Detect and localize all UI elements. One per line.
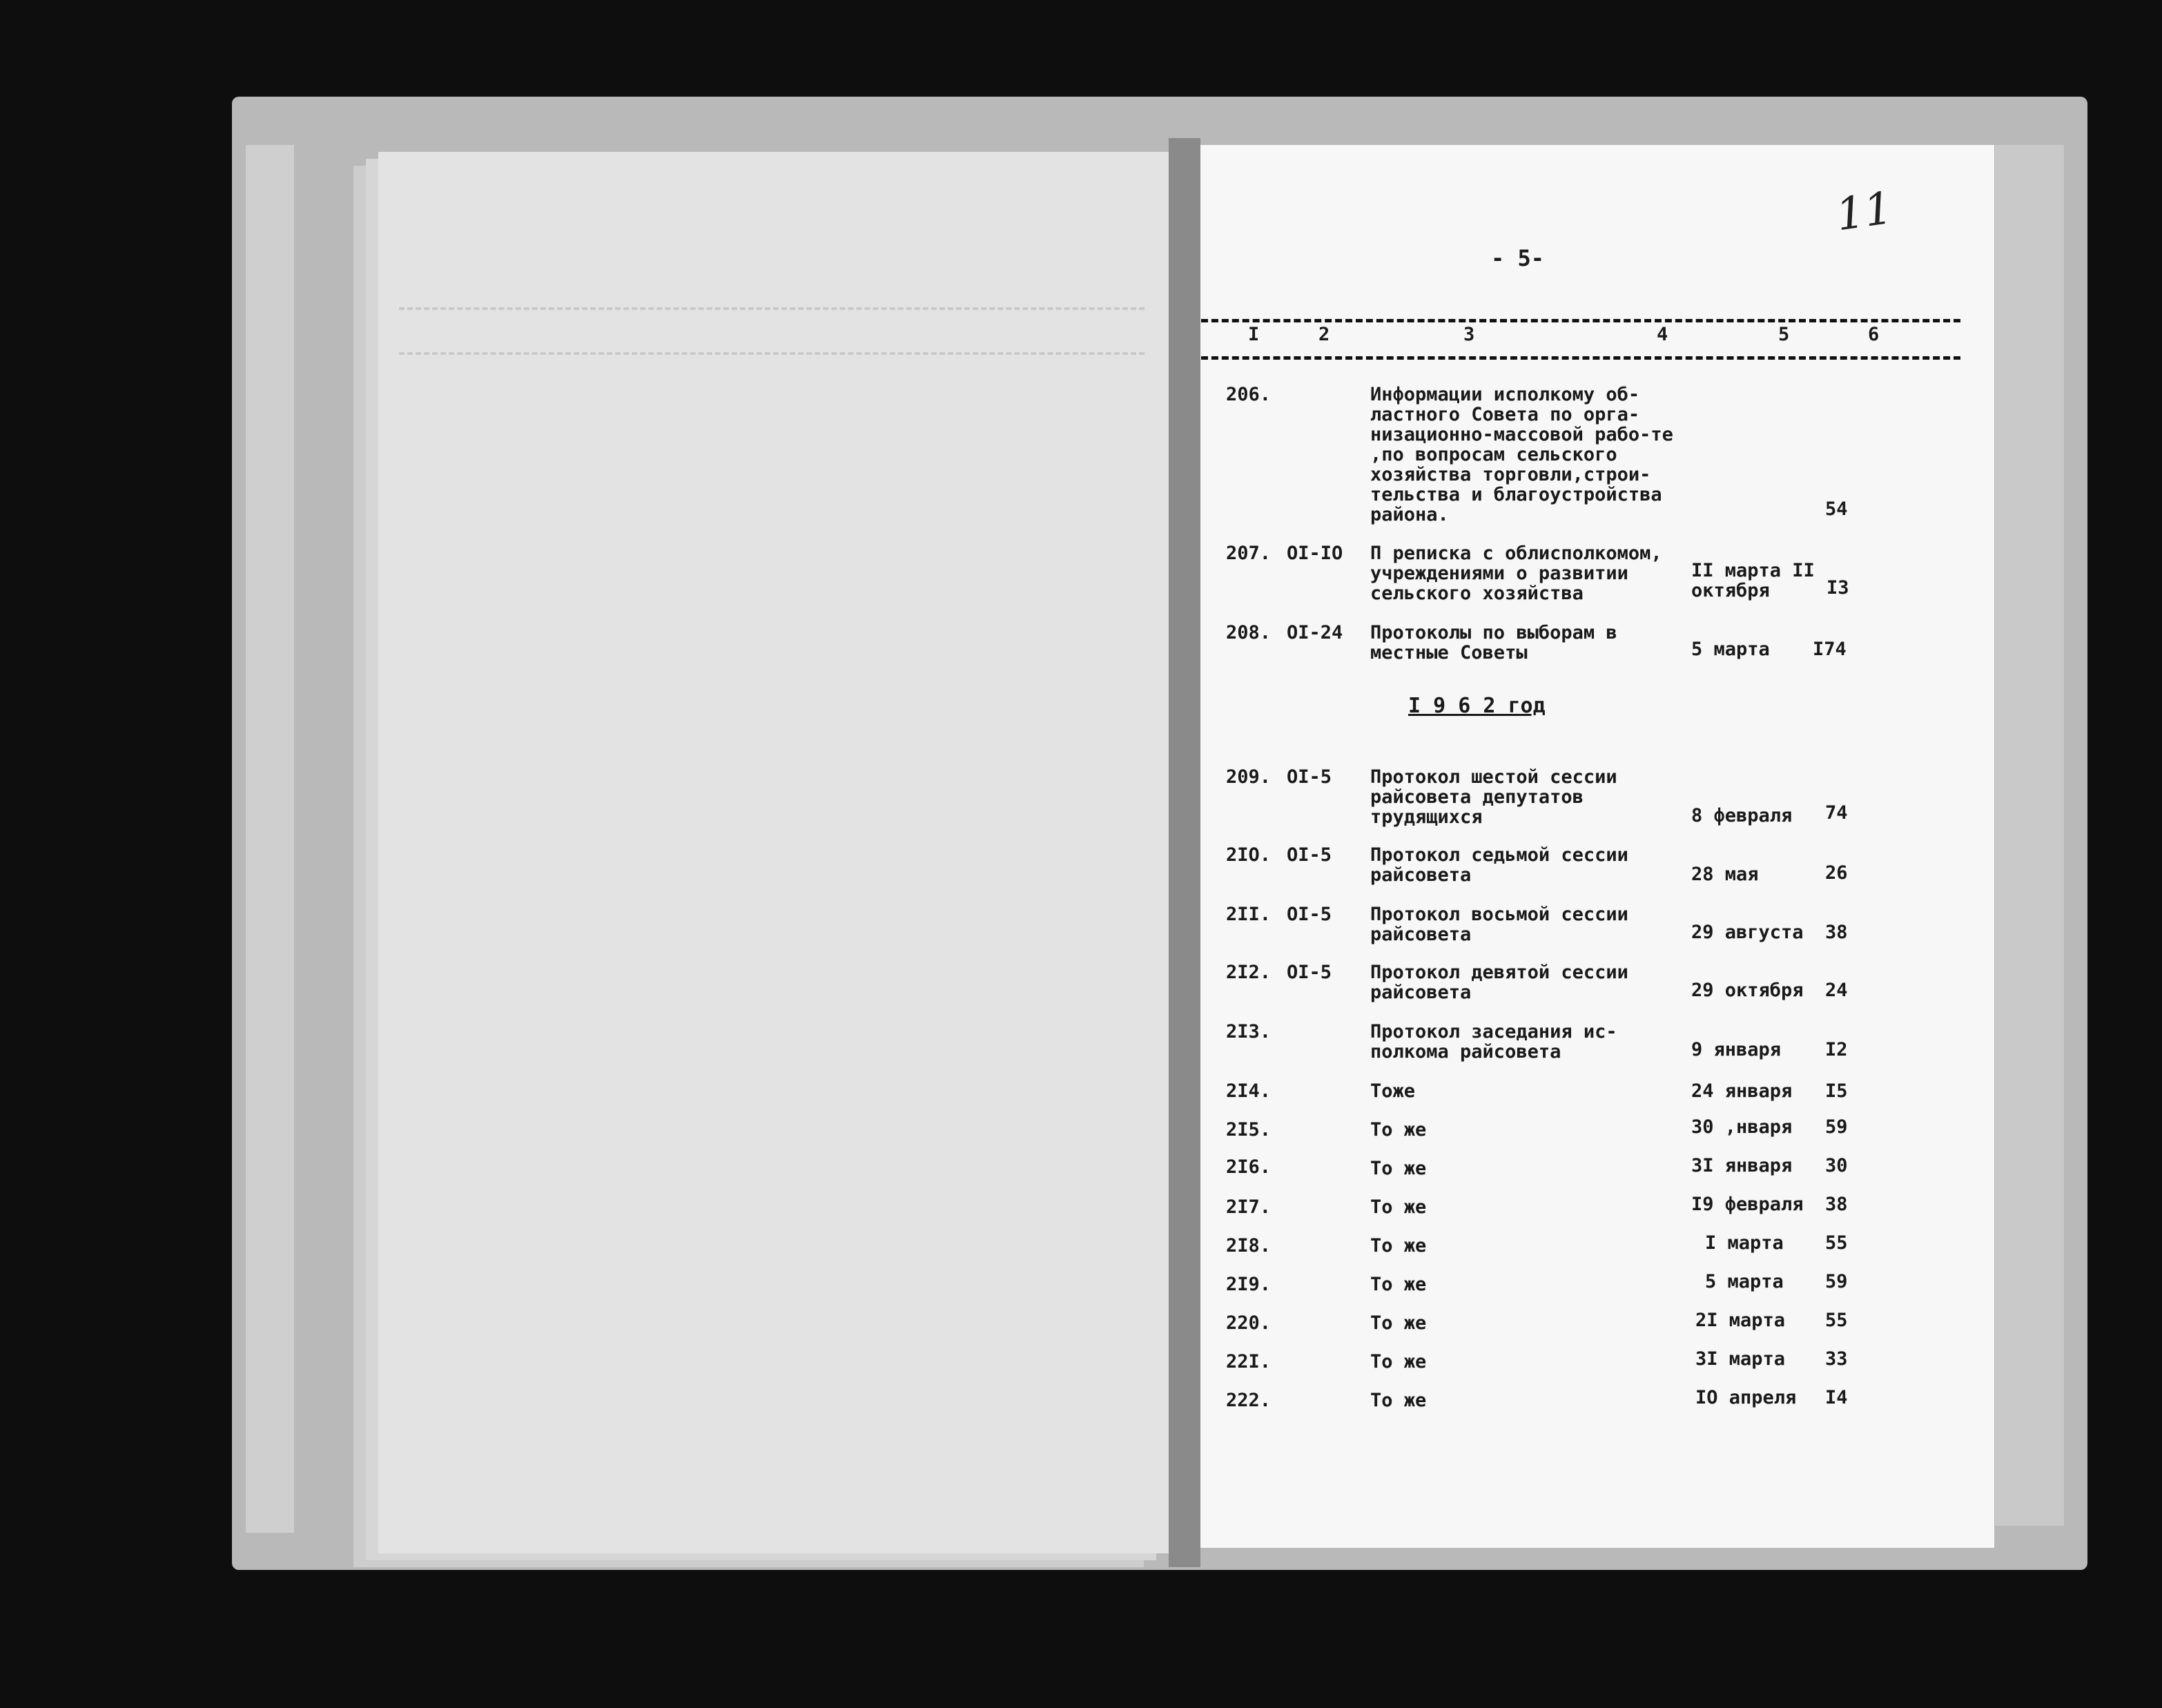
row-date: I9 февраля: [1691, 1194, 1804, 1215]
row-title: То же: [1370, 1119, 1427, 1141]
row-number: 2I6.: [1226, 1156, 1272, 1178]
column-header-1: I: [1248, 324, 1260, 345]
row-sheets: 24: [1825, 980, 1848, 1001]
row-sheets: 30: [1825, 1155, 1848, 1176]
row-date: 29 октября: [1691, 980, 1804, 1001]
row-date: 5 марта: [1691, 639, 1770, 660]
row-date: 8 февраля: [1691, 805, 1793, 826]
row-title: То же: [1370, 1196, 1427, 1218]
row-title: То же: [1370, 1158, 1427, 1179]
row-sheets: I5: [1825, 1080, 1848, 1102]
row-index: OI-IO: [1287, 543, 1343, 564]
row-title: П реписка с облисполкомом, учреждениями о развитии сельского хозяйства: [1370, 543, 1662, 604]
row-sheets: 59: [1825, 1116, 1848, 1138]
row-title: То же: [1370, 1274, 1427, 1295]
row-sheets: 26: [1825, 862, 1848, 884]
row-title: То же: [1370, 1351, 1427, 1372]
row-date: 3I января: [1691, 1155, 1793, 1176]
row-sheets: I74: [1813, 639, 1847, 660]
column-header-2: 2: [1318, 324, 1330, 345]
row-number: 2I8.: [1226, 1235, 1272, 1256]
header-rule-top: [1201, 319, 1960, 322]
row-index: OI-24: [1287, 622, 1343, 643]
row-number: 2I4.: [1226, 1080, 1272, 1102]
row-sheets: I4: [1825, 1387, 1848, 1408]
row-number: 222.: [1226, 1390, 1272, 1411]
row-title: Протокол девятой сессии райсовета: [1370, 962, 1628, 1003]
row-sheets: 59: [1825, 1271, 1848, 1292]
row-sheets: 38: [1825, 1194, 1848, 1215]
row-number: 2I3.: [1226, 1021, 1272, 1042]
row-number: 208.: [1226, 622, 1272, 643]
row-sheets: 74: [1825, 802, 1848, 824]
row-sheets: 33: [1825, 1348, 1848, 1370]
row-date: IO апреля: [1695, 1387, 1797, 1408]
row-date: I марта: [1705, 1232, 1784, 1254]
book-gutter: [1169, 138, 1200, 1567]
column-header-6: 6: [1868, 324, 1880, 345]
row-sheets: I2: [1825, 1039, 1848, 1060]
row-date: 30 ,нваря: [1691, 1116, 1793, 1138]
folder-left-edge: [246, 145, 294, 1533]
page-number: - 5-: [1491, 245, 1545, 271]
row-number: 2I5.: [1226, 1119, 1272, 1141]
row-title: Протокол восьмой сессии райсовета: [1370, 904, 1628, 945]
row-date: 29 августа: [1691, 922, 1804, 943]
row-number: 207.: [1226, 543, 1272, 564]
ghost-rule: [399, 307, 1145, 310]
row-title: Информации исполкому об-ластного Совета по орга-низационно-массовой рабо-те ,по вопросам сельского хозяйства торговли,строи-тельства и благоустройства района.: [1370, 384, 1673, 525]
row-title: Протокол шестой сессии райсовета депутатов трудящихся: [1370, 766, 1617, 828]
left-page: [378, 152, 1169, 1553]
row-index: OI-5: [1287, 904, 1332, 925]
row-number: 206.: [1226, 384, 1272, 405]
row-index: OI-5: [1287, 766, 1332, 788]
row-number: 209.: [1226, 766, 1272, 788]
row-sheets: 38: [1825, 922, 1848, 943]
row-title: То же: [1370, 1312, 1427, 1334]
row-number: 2IO.: [1226, 844, 1272, 866]
row-sheets: I3: [1827, 577, 1849, 599]
row-date: 3I марта: [1695, 1348, 1786, 1370]
folder-right-edge: [1995, 145, 2064, 1526]
row-index: OI-5: [1287, 844, 1332, 866]
row-number: 2I7.: [1226, 1196, 1272, 1218]
header-rule-bottom: [1201, 356, 1960, 360]
row-number: 2II.: [1226, 904, 1272, 925]
column-header-4: 4: [1657, 324, 1668, 345]
row-title: Протокол седьмой сессии райсовета: [1370, 844, 1628, 886]
row-date: II марта II октября: [1691, 560, 1815, 601]
row-title: То же: [1370, 1390, 1427, 1411]
row-sheets: 55: [1825, 1232, 1848, 1254]
row-title: То же: [1370, 1235, 1427, 1256]
row-date: 2I марта: [1695, 1310, 1786, 1331]
year-heading: I 9 6 2 год: [1408, 694, 1546, 718]
row-date: 28 мая: [1691, 864, 1759, 885]
row-sheets: 55: [1825, 1310, 1848, 1331]
folio-number: 11: [1833, 182, 1896, 242]
row-number: 2I2.: [1226, 962, 1272, 983]
row-date: 24 января: [1691, 1080, 1793, 1102]
column-header-5: 5: [1778, 324, 1790, 345]
column-header-3: 3: [1463, 324, 1475, 345]
row-number: 220.: [1226, 1312, 1272, 1334]
row-date: 5 марта: [1705, 1271, 1784, 1292]
row-sheets: 54: [1825, 498, 1848, 520]
row-title: Тоже: [1370, 1080, 1416, 1102]
row-index: OI-5: [1287, 962, 1332, 983]
row-title: Протокол заседания ис-полкома райсовета: [1370, 1021, 1617, 1062]
ghost-rule: [399, 352, 1145, 355]
row-number: 22I.: [1226, 1351, 1272, 1372]
row-date: 9 января: [1691, 1039, 1782, 1060]
row-title: Протоколы по выборам в местные Советы: [1370, 622, 1617, 663]
row-number: 2I9.: [1226, 1274, 1272, 1295]
